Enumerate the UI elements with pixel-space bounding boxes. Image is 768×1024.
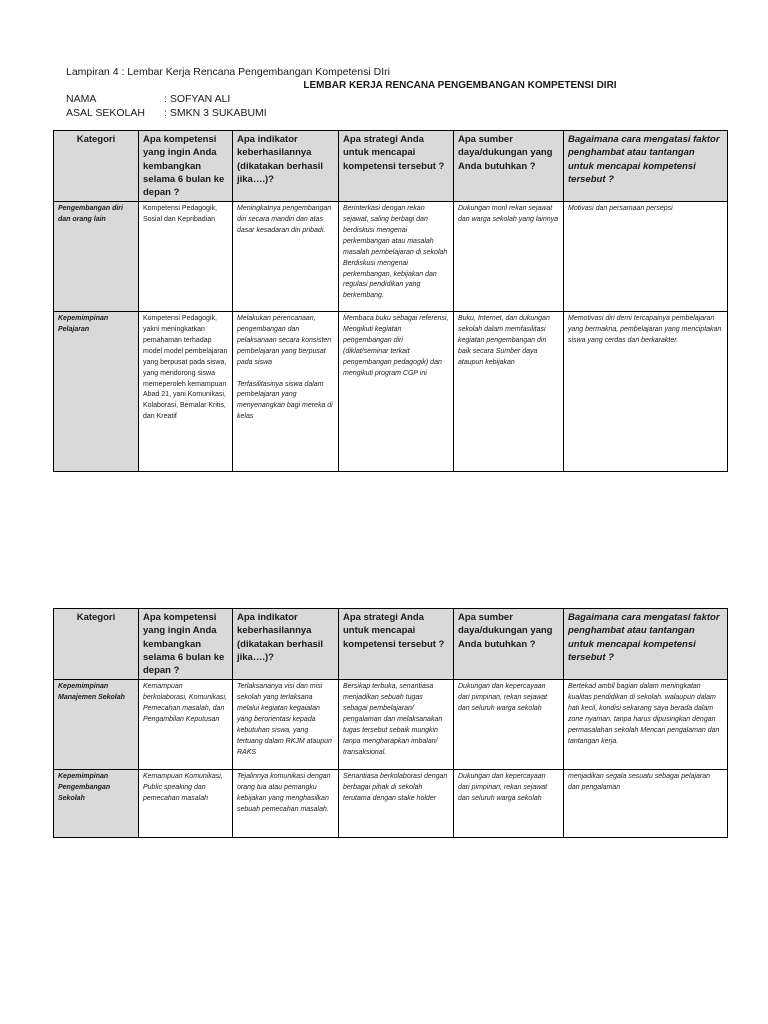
cell-sumber: Dukungan dan kepercayaan dari pimpinan, rekan sejawat dan seluruh warga sekolah xyxy=(454,680,564,770)
nama-value: : SOFYAN ALI xyxy=(164,93,231,105)
table-row xyxy=(54,680,728,770)
lampiran-caption: Lampiran 4 : Lembar Kerja Rencana Pengembangan Kompetensi DIri xyxy=(66,66,390,78)
cell-kategori: Kepemimpinan Pengembangan Sekolah xyxy=(54,770,139,838)
cell-mengatasi: menjadikan segala sesuatu sebagai pelajaran dan pengalaman xyxy=(564,770,728,838)
cell-mengatasi: Bertekad ambil bagian dalam meningkatan kualitas pendidikan di sekolah. walaupun dalam hati kecil, kondisi sekarang saya berada dalam zone nyaman. tanpa harus dipusingkan dengan permasalahan sekolah Mencari pengalaman dan tantangan kerja. xyxy=(564,680,728,770)
table-header-row xyxy=(54,609,728,680)
table-row xyxy=(54,312,728,472)
cell-indikator: Melakukan perencanaan, pengembangan dan pelaksanaan secara konsisten pembelajaran yang berpusat pada siswa Terfasilitasinya siswa dalam pembelajaran yang menyenangkan bagi mereka di kelas xyxy=(233,312,339,472)
worksheet-table-1 xyxy=(53,130,728,472)
table-header-row xyxy=(54,131,728,202)
header-strategi: Apa strategi Anda untuk mencapai kompetensi tersebut ? xyxy=(339,609,454,680)
cell-kompetensi: Kemampuan berkolaborasi, Komunikasi, Pemecahan masalah, dan Pengambilan Keputusan xyxy=(139,680,233,770)
cell-indikator: Terlaksananya visi dan misi sekolah yang terlaksana melalui kegiatan kegaiatan yang berorientasi kepada kebutuhan siswa, yang tertuang dalam RKJM ataupun RAKS xyxy=(233,680,339,770)
cell-strategi: Senantiasa berkolaborasi dengan berbagai pihak di sekolah terutama dengan stake holder xyxy=(339,770,454,838)
header-indikator: Apa indikator keberhasilannya (dikatakan berhasil jika….)? xyxy=(233,609,339,680)
cell-strategi: Bersikap terbuka, senantiasa menjadikan sebuah tugas sebagai pembelajaran/ pengalaman dan melaksanakan tugas tersebut sebaik mungkin tanpa mengharapkan imbalan/ transaksional. xyxy=(339,680,454,770)
table-row xyxy=(54,770,728,838)
cell-kategori: Kepemimpinan Manajemen Sekolah xyxy=(54,680,139,770)
cell-strategi: Membaca buku sebagai referensi, Mengikuti kegiatan pengembangan diri (diklat/seminar terkait pengembangan pedagogik) dan mengikuti program CGP ini xyxy=(339,312,454,472)
cell-indikator: Meningkatnya pengembangan diri secara mandiri dan atas dasar kesadaran diri pribadi. xyxy=(233,202,339,312)
cell-mengatasi: Motivasi dan persamaan persepsi xyxy=(564,202,728,312)
cell-kategori: Pengembangan diri dan orang lain xyxy=(54,202,139,312)
sekolah-value: : SMKN 3 SUKABUMI xyxy=(164,107,267,119)
header-kompetensi: Apa kompetensi yang ingin Anda kembangkan selama 6 bulan ke depan ? xyxy=(139,609,233,680)
header-mengatasi: Bagaimana cara mengatasi faktor penghambat atau tantangan untuk mencapai kompetensi tersebut ? xyxy=(564,609,728,680)
header-sumber: Apa sumber daya/dukungan yang Anda butuhkan ? xyxy=(454,131,564,202)
cell-kompetensi: Kemampuan Komunikasi, Public speaking dan pemecahan masalah xyxy=(139,770,233,838)
header-strategi: Apa strategi Anda untuk mencapai kompetensi tersebut ? xyxy=(339,131,454,202)
cell-strategi: Berinterkasi dengan rekan sejawat, saling berbagi dan berdiskusi mengenai perkembangan atau masalah masalah pembelajaran di sekolah Berdiskusi mengenai perkembangan, kebijakan dan regulasi pendidikan yang berkembang. xyxy=(339,202,454,312)
table-row xyxy=(54,202,728,312)
header-sumber: Apa sumber daya/dukungan yang Anda butuhkan ? xyxy=(454,609,564,680)
header-kompetensi: Apa kompetensi yang ingin Anda kembangkan selama 6 bulan ke depan ? xyxy=(139,131,233,202)
cell-indikator: Tejalinnya komunikasi dengan orang tua atau pemangku kebijakan yang menghasilkan sebuah pemecahan masalah. xyxy=(233,770,339,838)
sekolah-row xyxy=(66,107,267,119)
header-kategori: Kategori xyxy=(54,131,139,202)
cell-sumber: Dukungan moril rekan sejawat dan warga sekolah yang lainnya xyxy=(454,202,564,312)
cell-kategori: Kepemimpinan Pelajaran xyxy=(54,312,139,472)
cell-kompetensi: Kompetensi Pedagogik, yakni meningkatkan pemahaman terhadap model model pembelajaran yang berpusat pada siswa, yang mendorong siswa memeperoleh kemampuan Abad 21, yani Komunikasi, Kolaborasi, Bernalar Kritis, dan Kreatif xyxy=(139,312,233,472)
cell-mengatasi: Memotivasi diri demi tercapainya pembelajaran yang bermakna, pembelajaran yang menciptakan siswa yang cerdas dan berkarakter. xyxy=(564,312,728,472)
nama-row xyxy=(66,93,230,105)
cell-sumber: Dukungan dan kepercayaan dari pimpinan, rekan sejawat dan seluruh warga sekolah xyxy=(454,770,564,838)
nama-label: NAMA xyxy=(66,93,97,105)
document-title: LEMBAR KERJA RENCANA PENGEMBANGAN KOMPETENSI DIRI xyxy=(303,80,617,91)
header-kategori: Kategori xyxy=(54,609,139,680)
sekolah-label: ASAL SEKOLAH xyxy=(66,107,145,119)
worksheet-table-2 xyxy=(53,608,728,838)
cell-sumber: Buku, Internet, dan dukungan sekolah dalam memfasilitasi kegiatan pengembangan diri baik secara Sumber daya ataupun kebijakan xyxy=(454,312,564,472)
header-indikator: Apa indikator keberhasilannya (dikatakan berhasil jika….)? xyxy=(233,131,339,202)
cell-kompetensi: Kompetensi Pedagogik, Sosial dan Kepribadian xyxy=(139,202,233,312)
header-mengatasi: Bagaimana cara mengatasi faktor penghambat atau tantangan untuk mencapai kompetensi tersebut ? xyxy=(564,131,728,202)
